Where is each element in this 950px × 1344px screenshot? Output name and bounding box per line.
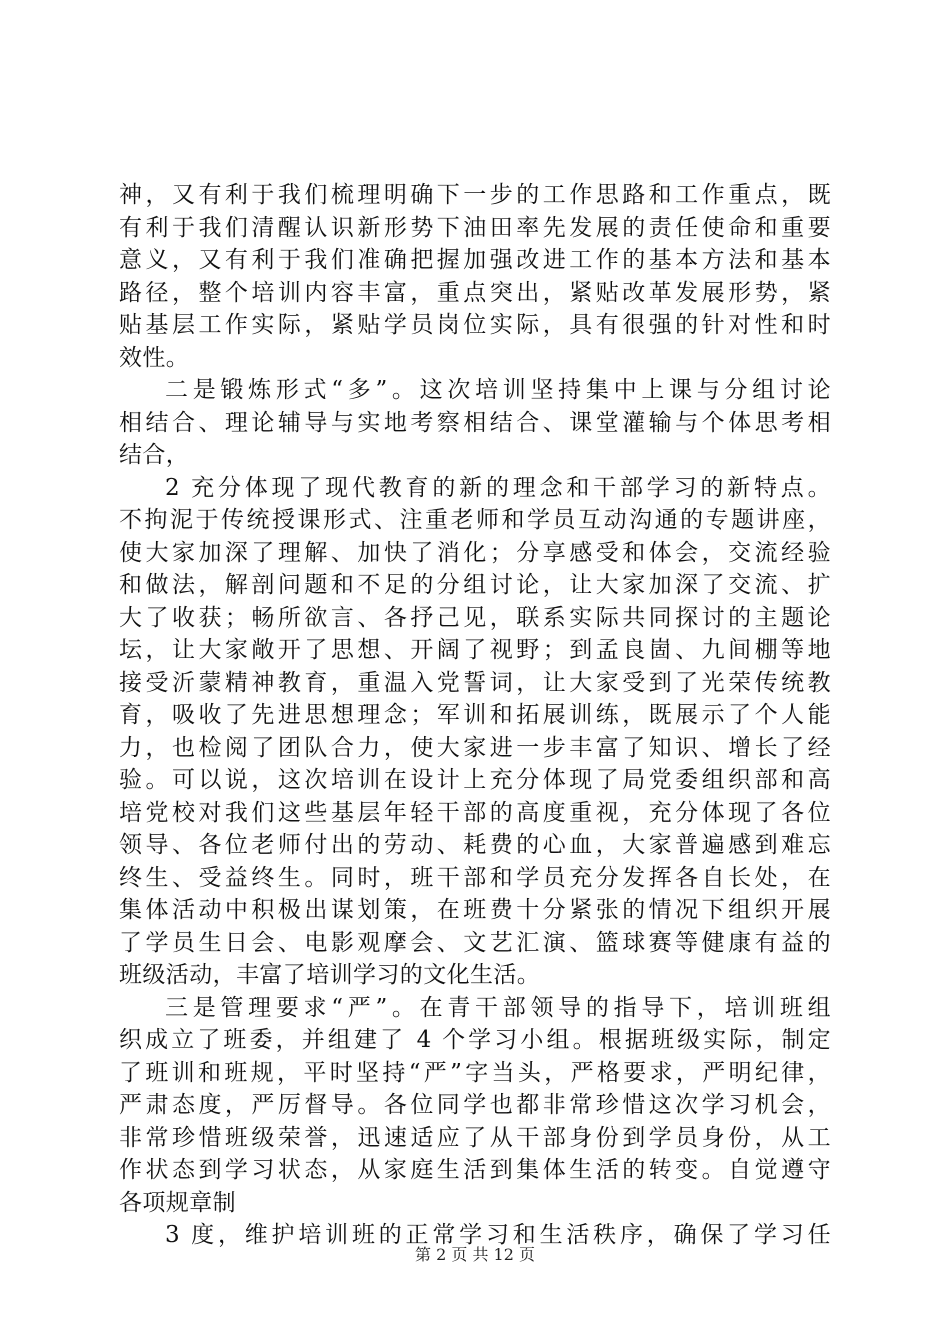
text-line: 路径，整个培训内容丰富，重点突出，紧贴改革发展形势，紧	[119, 279, 831, 306]
text-line: 不拘泥于传统授课形式、注重老师和学员互动沟通的专题讲座，	[119, 507, 831, 533]
text-line: 结合，	[119, 442, 190, 468]
text-line: 接受沂蒙精神教育，重温入党誓词，让大家受到了光荣传统教	[119, 669, 831, 696]
page-footer: 第 2 页 共 12 页	[415, 1245, 535, 1264]
text-line: 使大家加深了理解、加快了消化；分享感受和体会，交流经验	[119, 539, 831, 566]
text-line: 三是管理要求“严”。在青干部领导的指导下，培训班组	[165, 994, 831, 1021]
text-line: 验。可以说，这次培训在设计上充分体现了局党委组织部和高	[119, 767, 831, 793]
text-line: 力，也检阅了团队合力，使大家进一步丰富了知识、增长了经	[119, 734, 831, 761]
text-line: 各项规章制	[119, 1189, 236, 1216]
text-line: 领导、各位老师付出的劳动、耗费的心血，大家普遍感到难忘	[119, 832, 831, 858]
text-line: 效性。	[119, 344, 190, 371]
document-body	[119, 179, 831, 1252]
text-line: 相结合、理论辅导与实地考察相结合、课堂灌输与个体思考相	[119, 409, 831, 436]
text-line: 3 度，维护培训班的正常学习和生活秩序，确保了学习任	[165, 1222, 831, 1248]
text-line: 了学员生日会、电影观摩会、文艺汇演、篮球赛等健康有益的	[119, 929, 831, 956]
text-line: 作状态到学习状态，从家庭生活到集体生活的转变。自觉遵守	[119, 1157, 831, 1183]
text-line: 集体活动中积极出谋划策，在班费十分紧张的情况下组织开展	[119, 897, 831, 923]
text-line: 织成立了班委，并组建了 4 个学习小组。根据班级实际，制定	[119, 1027, 831, 1053]
text-line: 贴基层工作实际，紧贴学员岗位实际，具有很强的针对性和时	[119, 312, 831, 338]
text-line: 2 充分体现了现代教育的新的理念和干部学习的新特点。	[165, 474, 831, 501]
text-line: 有利于我们清醒认识新形势下油田率先发展的责任使命和重要	[119, 214, 831, 241]
text-line: 班级活动，丰富了培训学习的文化生活。	[119, 962, 541, 988]
text-line: 严肃态度，严厉督导。各位同学也都非常珍惜这次学习机会，	[119, 1092, 831, 1118]
text-line: 坛，让大家敞开了思想、开阔了视野；到孟良崮、九间棚等地	[119, 637, 831, 663]
text-line: 了班训和班规，平时坚持“严”字当头，严格要求，严明纪律，	[119, 1059, 831, 1086]
text-line: 大了收获；畅所欲言、各抒己见，联系实际共同探讨的主题论	[119, 604, 831, 631]
text-line: 终生、受益终生。同时，班干部和学员充分发挥各自长处，在	[119, 864, 831, 891]
text-line: 和做法，解剖问题和不足的分组讨论，让大家加深了交流、扩	[119, 572, 831, 598]
text-line: 非常珍惜班级荣誉，迅速适应了从干部身份到学员身份，从工	[119, 1124, 831, 1151]
text-line: 培党校对我们这些基层年轻干部的高度重视，充分体现了各位	[119, 799, 831, 826]
text-line: 二是锻炼形式“多”。这次培训坚持集中上课与分组讨论	[165, 377, 831, 403]
text-line: 意义，又有利于我们准确把握加强改进工作的基本方法和基本	[119, 247, 831, 273]
text-line: 育，吸收了先进思想理念；军训和拓展训练，既展示了个人能	[119, 702, 831, 728]
text-line: 神，又有利于我们梳理明确下一步的工作思路和工作重点，既	[119, 182, 831, 208]
